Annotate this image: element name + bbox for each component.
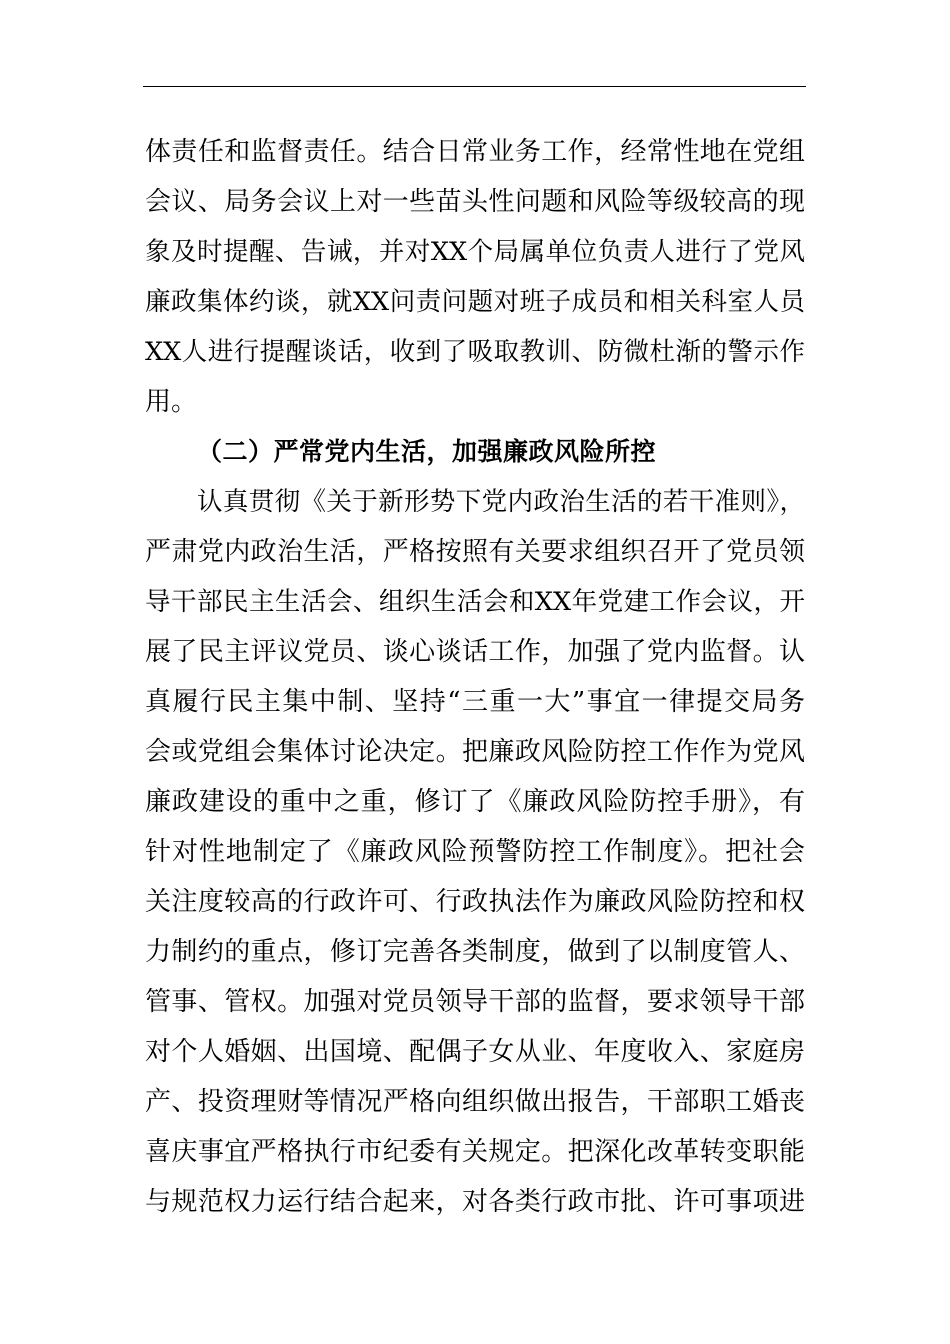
document-body	[145, 127, 805, 1227]
text-line: 用。	[145, 387, 198, 417]
text-line: 会或党组会集体讨论决定。把廉政风险防控工作作为党风	[145, 737, 805, 767]
paragraph-1	[145, 127, 805, 427]
text-line: XX人进行提醒谈话，收到了吸取教训、防微杜渐的警示作	[145, 337, 805, 367]
text-line: 会议、局务会议上对一些苗头性问题和风险等级较高的现	[145, 187, 805, 217]
text-line: 导干部民主生活会、组织生活会和XX年党建工作会议，开	[145, 587, 805, 617]
text-line: 廉政建设的重中之重，修订了《廉政风险防控手册》，有	[145, 787, 805, 817]
section-heading: （二）严常党内生活，加强廉政风险所控	[197, 437, 657, 466]
text-line: 体责任和监督责任。结合日常业务工作，经常性地在党组	[145, 137, 805, 167]
text-line: 认真贯彻《关于新形势下党内政治生活的若干准则》，	[197, 487, 805, 517]
text-line: 廉政集体约谈，就XX问责问题对班子成员和相关科室人员	[145, 287, 805, 317]
header-rule	[143, 86, 806, 87]
text-line: 真履行民主集中制、坚持“三重一大”事宜一律提交局务	[145, 687, 805, 717]
text-line: 产、投资理财等情况严格向组织做出报告，干部职工婚丧	[145, 1087, 805, 1117]
text-line: 象及时提醒、告诫，并对XX个局属单位负责人进行了党风	[145, 237, 805, 267]
text-line: 严肃党内政治生活，严格按照有关要求组织召开了党员领	[145, 537, 805, 567]
text-line: 关注度较高的行政许可、行政执法作为廉政风险防控和权	[145, 887, 805, 917]
paragraph-2	[145, 477, 805, 1227]
text-line: 展了民主评议党员、谈心谈话工作，加强了党内监督。认	[145, 637, 805, 667]
text-line: 对个人婚姻、出国境、配偶子女从业、年度收入、家庭房	[145, 1037, 805, 1067]
text-line: 力制约的重点，修订完善各类制度，做到了以制度管人、	[145, 937, 805, 967]
text-line: 针对性地制定了《廉政风险预警防控工作制度》。把社会	[145, 837, 805, 867]
text-line: 与规范权力运行结合起来，对各类行政市批、许可事项进	[145, 1187, 805, 1217]
text-line: 喜庆事宜严格执行市纪委有关规定。把深化改革转变职能	[145, 1137, 805, 1167]
text-line: 管事、管权。加强对党员领导干部的监督，要求领导干部	[145, 987, 805, 1017]
